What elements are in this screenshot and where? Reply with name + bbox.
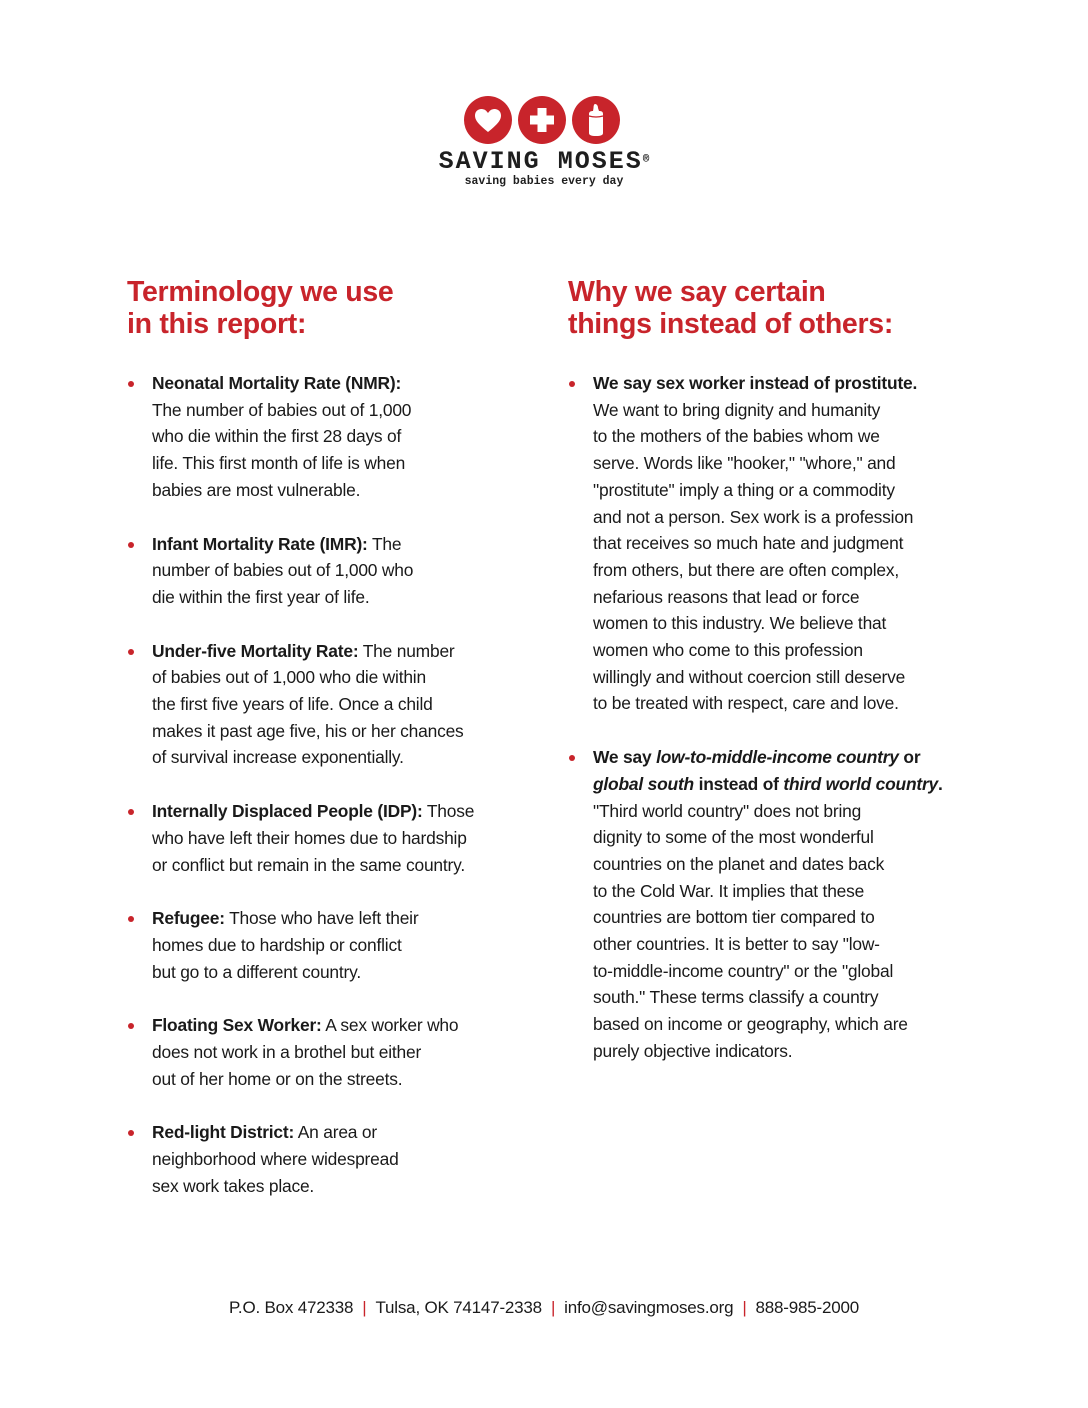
heading-line-1: Terminology we use (127, 276, 394, 308)
term-definition-line: who die within the first 28 days of (152, 426, 402, 447)
logo (0, 96, 1088, 189)
brand-name (0, 148, 1088, 176)
cross-icon (518, 96, 566, 144)
bullet-icon (128, 809, 134, 815)
term-definition-start: The number (358, 640, 455, 661)
item-bold-lead: We say sex worker instead of prostitute. (593, 373, 918, 393)
term-definition-line: neighborhood where widespread (152, 1149, 399, 1170)
term-definition-line: out of her home or on the streets. (152, 1068, 403, 1089)
term-definition-line: the first five years of life. Once a child (152, 694, 433, 715)
why-list (568, 370, 968, 1065)
body-line: and not a person. Sex work is a profession (593, 506, 914, 527)
term-definition-line: of survival increase exponentially. (152, 747, 404, 768)
body-line: women who come to this profession (593, 640, 863, 661)
body-line: based on income or geography, which are (593, 1014, 908, 1035)
term-item (127, 638, 527, 772)
item-bold-lead (593, 747, 943, 794)
term-definition-line: or conflict but remain in the same country. (152, 854, 465, 875)
term-definition-line: makes it past age five, his or her chances (152, 720, 464, 741)
body-line: to the Cold War. It implies that these (593, 880, 865, 901)
term-name: Red-light District: (152, 1122, 295, 1143)
bullet-icon (128, 1130, 134, 1136)
body-line: to-middle-income country" or the "global (593, 960, 894, 981)
term-definition-line: number of babies out of 1,000 who (152, 560, 414, 581)
body-line: willingly and without coercion still deserve (593, 666, 906, 687)
list-item-sex-worker (568, 370, 968, 717)
baby-bottle-icon (572, 96, 620, 144)
body-line: to be treated with respect, care and love. (593, 693, 899, 714)
terminology-list (127, 370, 527, 1200)
item-body (593, 801, 908, 1061)
term-name: Internally Displaced People (IDP): (152, 801, 423, 822)
term-definition-line: die within the first year of life. (152, 586, 370, 607)
bullet-icon (128, 542, 134, 548)
term-name: Floating Sex Worker: (152, 1015, 322, 1036)
logo-icons (0, 96, 1088, 144)
why-section (568, 276, 968, 1092)
body-line: women to this industry. We believe that (593, 613, 887, 634)
heading-line-1: Why we say certain (568, 276, 826, 308)
term-definition-line: does not work in a brothel but either (152, 1042, 422, 1063)
heading-line-2: things instead of others: (568, 308, 894, 340)
term-definition-start: Those who have left their (224, 908, 419, 929)
brand-name-text: SAVING MOSES (438, 147, 643, 176)
term-name: Infant Mortality Rate (IMR): (152, 533, 368, 554)
bullet-icon (128, 381, 134, 387)
term-definition-line: but go to a different country. (152, 961, 361, 982)
heart-icon (464, 96, 512, 144)
separator: | (362, 1298, 367, 1317)
term-definition-start: A sex worker who (321, 1015, 459, 1036)
body-line: "Third world country" does not bring (593, 800, 862, 821)
body-line: south." These terms classify a country (593, 987, 879, 1008)
term-definition-start: An area or (294, 1122, 377, 1143)
term-item (127, 370, 527, 504)
term-item (127, 531, 527, 611)
body-line: serve. Words like "hooker," "whore," and (593, 453, 896, 474)
term-definition-line: The number of babies out of 1,000 (152, 399, 412, 420)
body-line: from others, but there are often complex, (593, 559, 899, 580)
bullet-icon (569, 381, 575, 387)
term-name: Neonatal Mortality Rate (NMR): (152, 373, 402, 393)
term-definition-start: Those (422, 801, 475, 822)
lead-part: instead of (693, 773, 784, 794)
body-line: nefarious reasons that lead or force (593, 586, 860, 607)
po-box: P.O. Box 472338 (228, 1298, 354, 1317)
term-definition-line: babies are most vulnerable. (152, 479, 361, 500)
heading-line-2: in this report: (127, 308, 307, 340)
body-line: "prostitute" imply a thing or a commodity (593, 479, 895, 500)
term-item (127, 798, 527, 878)
lead-italic: low-to-middle-income country (656, 747, 899, 768)
separator: | (742, 1298, 747, 1317)
city-address: Tulsa, OK 74147-2338 (375, 1298, 542, 1317)
term-item (127, 905, 527, 985)
terminology-heading (127, 276, 527, 340)
bullet-icon (128, 916, 134, 922)
body-line: We want to bring dignity and humanity (593, 399, 881, 420)
lead-italic: third world country (783, 773, 939, 794)
term-definition-line: homes due to hardship or conflict (152, 934, 402, 955)
terminology-section (127, 276, 527, 1227)
separator: | (550, 1298, 556, 1317)
list-item-country-terms (568, 744, 968, 1064)
term-item (127, 1119, 527, 1199)
body-line: that receives so much hate and judgment (593, 533, 904, 554)
term-definition-line: sex work takes place. (152, 1175, 315, 1196)
lead-part: We say (593, 747, 657, 768)
why-heading (568, 276, 968, 340)
term-definition-start: The (367, 533, 402, 554)
body-line: countries on the planet and dates back (593, 853, 885, 874)
bullet-icon (128, 649, 134, 655)
lead-italic: global south (593, 773, 694, 794)
term-definition-line: life. This first month of life is when (152, 453, 406, 474)
term-name: Under-five Mortality Rate: (152, 640, 359, 661)
lead-part: . (938, 773, 943, 794)
body-line: to the mothers of the babies whom we (593, 426, 880, 447)
body-line: dignity to some of the most wonderful (593, 827, 874, 848)
tagline: saving babies every day (464, 175, 624, 188)
lead-part: or (898, 747, 921, 768)
item-body (593, 400, 913, 714)
phone-number[interactable]: 888-985-2000 (755, 1298, 860, 1317)
term-definition-line: of babies out of 1,000 who die within (152, 667, 426, 688)
footer-contact (0, 1298, 1088, 1318)
body-line: other countries. It is better to say "low- (593, 934, 880, 955)
term-item (127, 1012, 527, 1092)
term-name: Refugee: (152, 908, 225, 929)
body-line: purely objective indicators. (593, 1040, 793, 1061)
bullet-icon (569, 755, 575, 761)
body-line: countries are bottom tier compared to (593, 907, 875, 928)
term-definition-line: who have left their homes due to hardship (152, 827, 467, 848)
bullet-icon (128, 1023, 134, 1029)
email-link[interactable]: info@savingmoses.org (564, 1298, 734, 1317)
registered-mark: ® (642, 154, 650, 166)
